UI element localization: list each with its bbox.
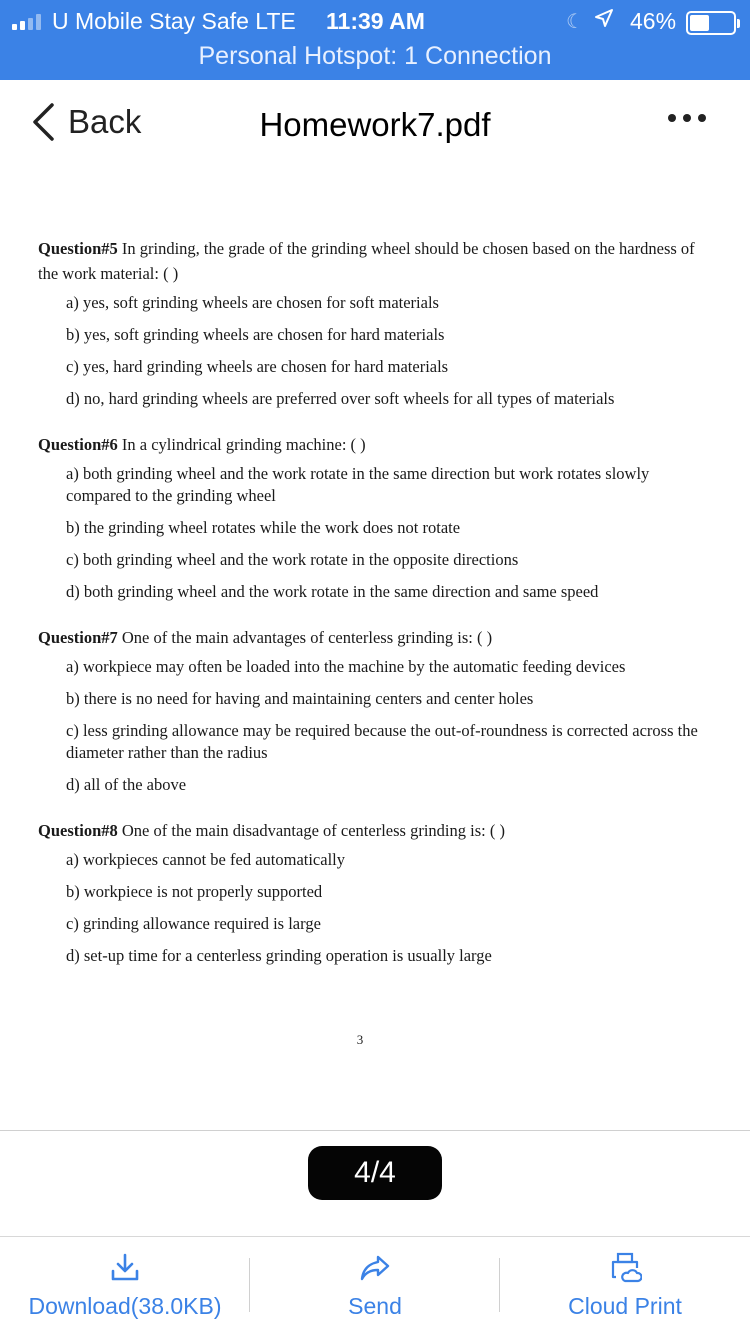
cloud-print-icon [608,1251,642,1285]
question-prompt: In grinding, the grade of the grinding wheel should be chosen based on the hardness of the work material: ( ) [38,239,695,283]
answer-option: b) workpiece is not properly supported [66,882,323,901]
question-text [38,432,718,457]
question-block [38,818,718,967]
pdf-page [38,236,718,989]
answer-option: a) yes, soft grinding wheels are chosen for soft materials [66,293,439,312]
answer-option: b) the grinding wheel rotates while the work does not rotate [66,518,461,537]
send-label: Send [348,1293,402,1319]
nav-bar [0,80,750,172]
question-block [38,432,718,603]
answer-option: d) all of the above [66,775,187,794]
answer-option: a) workpieces cannot be fed automatically [66,850,346,869]
answer-option: c) less grinding allowance may be required because the out-of-roundness is corrected across the diameter rather than the radius [66,721,698,762]
divider [249,1258,250,1312]
question-text [38,818,718,843]
divider [0,1130,750,1131]
status-bar [0,0,750,80]
cloud-print-label: Cloud Print [568,1293,682,1319]
question-block [38,236,718,410]
more-horizontal-icon[interactable] [668,114,706,122]
question-text [38,625,718,650]
page-title: Homework7.pdf [259,106,491,143]
hotspot-banner[interactable]: Personal Hotspot: 1 Connection [198,42,552,70]
location-arrow-icon [594,8,614,34]
question-block [38,625,718,796]
download-button[interactable] [0,1237,250,1334]
question-label: Question#8 [38,821,118,840]
battery-icon [686,11,736,35]
question-label: Question#5 [38,239,118,258]
answer-option: c) grinding allowance required is large [66,914,321,933]
question-prompt: In a cylindrical grinding machine: ( ) [117,435,366,454]
answer-option: a) workpiece may often be loaded into the machine by the automatic feeding devices [66,657,626,676]
divider [499,1258,500,1312]
answer-option: b) yes, soft grinding wheels are chosen for hard materials [66,325,445,344]
question-prompt: One of the main disadvantage of centerless grinding is: ( ) [117,821,505,840]
share-arrow-icon [358,1251,392,1285]
bottom-toolbar [0,1237,750,1334]
answer-option: d) no, hard grinding wheels are preferred over soft wheels for all types of materials [66,389,615,408]
answer-option: b) there is no need for having and maintaining centers and center holes [66,689,534,708]
download-icon [108,1251,142,1285]
battery-percent: 46% [630,8,677,34]
signal-strength-icon [12,14,41,30]
carrier-name: U Mobile Stay Safe LTE [52,8,296,34]
answer-option: d) set-up time for a centerless grinding operation is usually large [66,946,492,965]
page-indicator: 4/4 [308,1146,442,1200]
send-button[interactable] [250,1237,500,1334]
question-label: Question#7 [38,628,118,647]
answer-option: c) both grinding wheel and the work rotate in the opposite directions [66,550,519,569]
answer-option: a) both grinding wheel and the work rotate in the same direction but work rotates slowly compared to the grinding wheel [66,464,650,505]
back-label: Back [68,103,142,140]
cloud-print-button[interactable] [500,1237,750,1334]
question-label: Question#6 [38,435,118,454]
answer-option: c) yes, hard grinding wheels are chosen for hard materials [66,357,449,376]
status-time: 11:39 AM [326,8,425,34]
download-label: Download(38.0KB) [28,1293,222,1319]
do-not-disturb-icon: ☾ [566,11,584,33]
answer-option: d) both grinding wheel and the work rotate in the same direction and same speed [66,582,599,601]
question-text [38,236,718,286]
question-prompt: One of the main advantages of centerless grinding is: ( ) [117,628,493,647]
pdf-page-number: 3 [356,1032,364,1047]
